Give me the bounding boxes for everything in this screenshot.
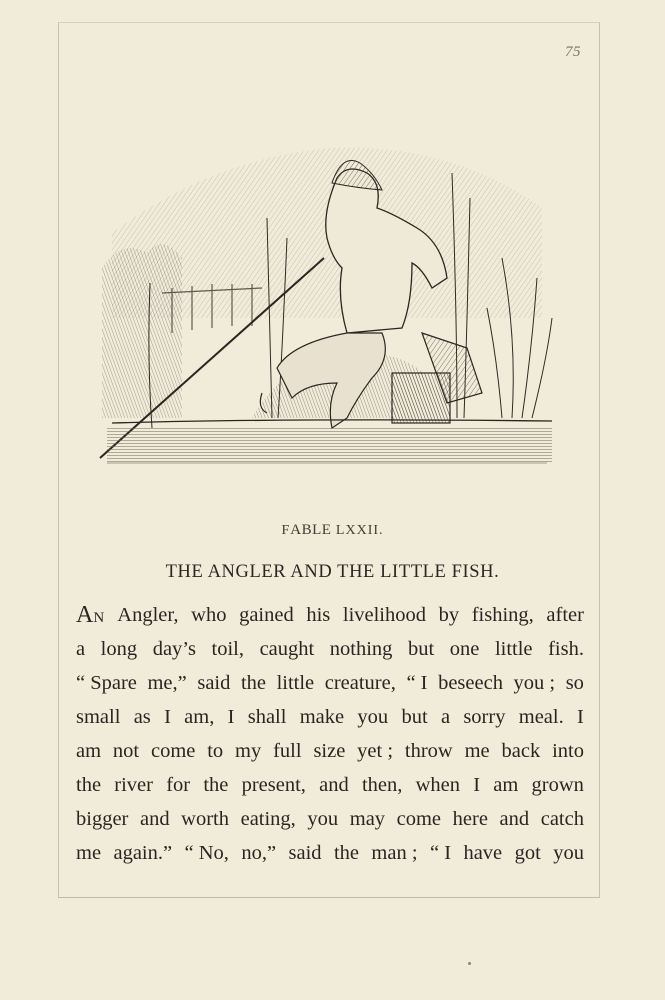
text-line-2 <box>76 632 584 666</box>
word: throw <box>404 740 453 762</box>
text-line-7 <box>76 802 584 836</box>
word: when <box>415 774 460 796</box>
word: me <box>464 740 490 762</box>
word: come <box>150 740 196 762</box>
word: size <box>313 740 346 762</box>
word: nothing <box>329 638 393 660</box>
word: said <box>288 842 322 864</box>
word: full <box>273 740 302 762</box>
dropcap: A <box>76 602 94 628</box>
word: make <box>299 706 345 728</box>
word: sorry <box>463 706 506 728</box>
word: to <box>207 740 224 762</box>
word <box>76 598 105 632</box>
word: me <box>76 842 102 864</box>
text-line-6 <box>76 768 584 802</box>
word: his <box>306 604 331 626</box>
word: a <box>76 638 86 660</box>
word: gained <box>239 604 294 626</box>
page-speck <box>468 962 471 965</box>
word: you <box>307 808 339 830</box>
word: have <box>463 842 503 864</box>
word: I <box>164 706 171 728</box>
word: back <box>501 740 541 762</box>
word: but <box>401 706 428 728</box>
page-number: 75 <box>565 44 581 60</box>
word: here <box>452 808 488 830</box>
word: the <box>76 774 102 796</box>
word: yet ; <box>357 740 394 762</box>
word: you <box>553 842 584 864</box>
word: not <box>112 740 140 762</box>
word: my <box>235 740 262 762</box>
word: “ I <box>429 842 452 864</box>
word: am, <box>184 706 215 728</box>
word: little <box>276 672 315 694</box>
fable-number-initial: F <box>281 523 291 538</box>
dropcap-rest: N <box>93 610 105 626</box>
word: I <box>227 706 235 728</box>
word: me,” <box>147 672 187 694</box>
word: “ I <box>406 672 428 694</box>
word: the <box>203 774 229 796</box>
word: man ; <box>371 842 418 864</box>
fable-number <box>0 522 665 539</box>
word: small <box>76 706 121 728</box>
word: who <box>191 604 227 626</box>
word: am <box>76 740 102 762</box>
word: Angler, <box>117 604 179 626</box>
word: river <box>114 774 153 796</box>
word: creature, <box>324 672 396 694</box>
word: toil, <box>211 638 244 660</box>
word: caught <box>259 638 315 660</box>
word: again.” <box>113 842 173 864</box>
fable-body <box>76 598 584 870</box>
word: fishing, <box>471 604 534 626</box>
word: fish. <box>548 638 584 660</box>
word: into <box>552 740 584 762</box>
text-line-5 <box>76 734 584 768</box>
fable-number-roman: LXXII. <box>331 523 384 538</box>
word: no,” <box>241 842 277 864</box>
word: as <box>133 706 151 728</box>
word: present, <box>241 774 306 796</box>
text-line-3 <box>76 666 584 700</box>
word: I <box>473 774 481 796</box>
word: day’s <box>152 638 196 660</box>
word: catch <box>540 808 584 830</box>
angler-illustration <box>92 118 562 488</box>
word: beseech <box>438 672 503 694</box>
word: then, <box>361 774 403 796</box>
text-line-1 <box>76 598 584 632</box>
word: you <box>357 706 389 728</box>
word: I <box>577 706 584 728</box>
fable-title: THE ANGLER AND THE LITTLE FISH. <box>165 562 500 582</box>
word: and <box>139 808 170 830</box>
word: the <box>333 842 359 864</box>
word: after <box>546 604 584 626</box>
word: a <box>440 706 451 728</box>
word: shall <box>247 706 287 728</box>
word: you ; <box>513 672 556 694</box>
word: long <box>100 638 138 660</box>
word: one <box>449 638 480 660</box>
word: livelihood <box>342 604 427 626</box>
word: am <box>493 774 519 796</box>
word: “ Spare <box>76 672 137 694</box>
word: got <box>514 842 541 864</box>
word: meal. <box>518 706 564 728</box>
word: come <box>396 808 442 830</box>
text-line-4 <box>76 700 584 734</box>
word: little <box>494 638 533 660</box>
word: “ No, <box>184 842 229 864</box>
word: may <box>349 808 386 830</box>
word: and <box>319 774 349 796</box>
word: for <box>166 774 191 796</box>
fable-number-smallcaps: ABLE <box>290 522 332 538</box>
word: so <box>565 672 584 694</box>
word: bigger <box>76 808 129 830</box>
text-line-8 <box>76 836 584 870</box>
word: worth <box>181 808 229 830</box>
word: grown <box>531 774 584 796</box>
angler-engraving-icon <box>92 118 562 488</box>
word: but <box>408 638 435 660</box>
word: by <box>438 604 460 626</box>
word: and <box>499 808 530 830</box>
word: the <box>240 672 266 694</box>
word: eating, <box>240 808 296 830</box>
word: said <box>197 672 231 694</box>
